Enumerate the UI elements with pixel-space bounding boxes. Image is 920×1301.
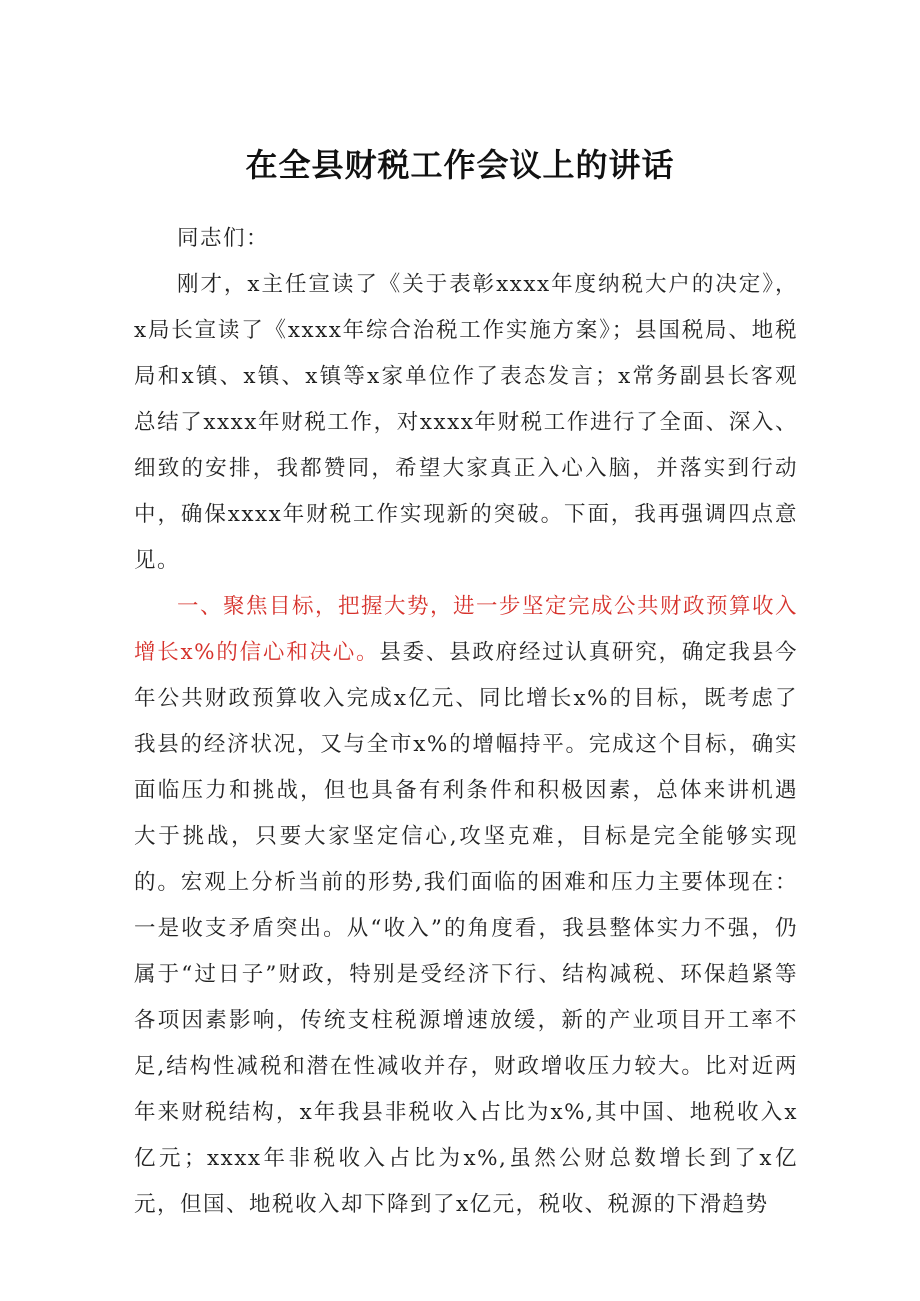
page-title: 在全县财税工作会议上的讲话 — [245, 146, 675, 184]
section-1-heading: 一、聚焦目标，把握大势，进一步坚定完成公共财政预算收入增长x%的信心和决心。 — [134, 594, 799, 665]
paragraph-opening: 刚才，x主任宣读了《关于表彰xxxx年度纳税大户的决定》，x局长宣读了《xxxx年综合治税工作实施方案》；县国税局、地税局和x镇、x镇、x镇等x家单位作了表态发言；x常务副县长客观总结了xxxx年财税工作，对xxxx年财税工作进行了全面、深入、细致的安排，我都赞同，希望大家真正入心入脑，并落实到行动中，确保xxxx年财税工作实现新的突破。下面，我再强调四点意见。 — [134, 272, 798, 573]
salutation: 同志们： — [177, 226, 270, 251]
document-body — [134, 216, 798, 1228]
section-1-body: 县委、县政府经过认真研究，确定我县今年公共财政预算收入完成x亿元、同比增长x%的目标，既考虑了我县的经济状况，又与全市x%的增幅持平。完成这个目标，确实面临压力和挑战，但也具备有利条件和积极因素，总体来讲机遇大于挑战，只要大家坚定信心,攻坚克难，目标是完全能够实现的。宏观上分析当前的形势,我们面临的困难和压力主要体现在：一是收支矛盾突出。从“收入”的角度看，我县整体实力不强，仍属于“过日子”财政，特别是受经济下行、结构减税、环保趋紧等各项因素影响，传统支柱税源增速放缓，新的产业项目开工率不足,结构性减税和潜在性减收并存，财政增收压力较大。比对近两年来财税结构，x年我县非税收入占比为x%,其中国、地税收入x亿元；xxxx年非税收入占比为x%,虽然公财总数增长到了x亿元，但国、地税收入却下降到了x亿元，税收、税源的下滑趋势 — [134, 640, 798, 1217]
paragraph-section-1 — [134, 584, 798, 1228]
